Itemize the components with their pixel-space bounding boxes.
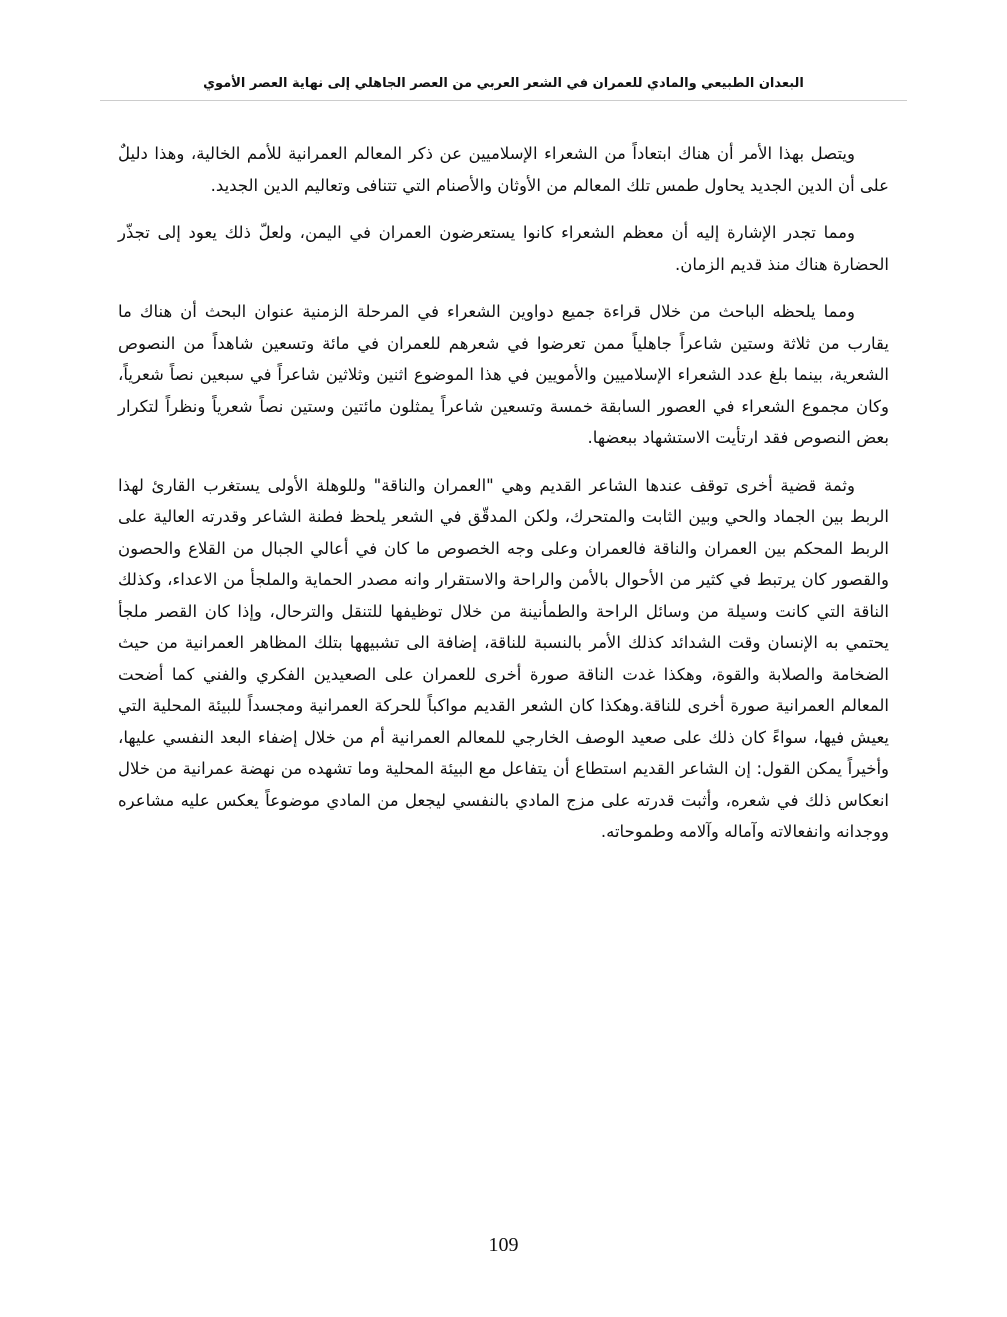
paragraph-1: ويتصل بهذا الأمر أن هناك ابتعاداً من الشعراء الإسلاميين عن ذكر المعالم العمرانية للأمم الخالية، وهذا دليلٌ على أن الدين الجديد يحاول طمس تلك المعالم من الأوثان والأصنام التي تتنافى وتعاليم الدين الجديد. (118, 144, 889, 195)
paragraph-4: وثمة قضية أخرى توقف عندها الشاعر القديم وهي "العمران والناقة" وللوهلة الأولى يستغرب القارئ لهذا الربط بين الجماد والحي وبين الثابت والمتحرك، ولكن المدقّق في الشعر يلحظ فطنة الشاعر وقدرته العالية على الربط المحكم بين العمران والناقة فالعمران وعلى وجه الخصوص ما كان في أعالي الجبال من القلاع والحصون والقصور كان يرتبط في كثير من الأحوال بالأمن والراحة والاستقرار وانه مصدر الحماية والملجأ من الاعداء، وكذلك الناقة التي كانت وسيلة من وسائل الراحة والطمأنينة من خلال توظيفها للتنقل والترحال، وإذا كان القصر ملجأ يحتمي به الإنسان وقت الشدائد كذلك الأمر بالنسبة للناقة، إضافة الى تشبيهها بتلك المظاهر العمرانية من حيث الضخامة والصلابة والقوة، وهكذا غدت الناقة صورة أخرى للعمران على الصعيدين الفكري والفني كما أضحت المعالم العمرانية صورة أخرى للناقة.وهكذا كان الشعر القديم مواكباً للحركة العمرانية ومجسداً للبيئة المحلية التي يعيش فيها، سواءً كان ذلك على صعيد الوصف الخارجي للمعالم العمرانية أم من خلال إضفاء البعد النفسي عليها، وأخيراً يمكن القول: إن الشاعر القديم استطاع أن يتفاعل مع البيئة المحلية وما تشهده من نهضة عمرانية من خلال انعكاس ذلك في شعره، وأثبت قدرته على مزج المادي بالنفسي ليجعل من المادي موضوعاً يعكس عليه مشاعره ووجدانه وانفعالاته وآماله وآلامه وطموحاته. (118, 475, 889, 841)
running-header: البعدان الطبيعي والمادي للعمران في الشعر العربي من العصر الجاهلي إلى نهاية العصر الأموي (203, 76, 804, 91)
page-number: 109 (488, 1234, 519, 1256)
paragraph-2: ومما تجدر الإشارة إليه أن معظم الشعراء كانوا يستعرضون العمران في اليمن، ولعلّ ذلك يعود إلى تجذّر الحضارة هناك منذ قديم الزمان. (118, 223, 889, 274)
paragraph-3: ومما يلحظه الباحث من خلال قراءة جميع دواوين الشعراء في المرحلة الزمنية عنوان البحث أن هناك ما يقارب من ثلاثة وستين شاعراً جاهلياً ممن تعرضوا في شعرهم للعمران في مائة وتسعين شاهداً من النصوص الشعرية، بينما بلغ عدد الشعراء الإسلاميين والأمويين في هذا الموضوع اثنين وثلاثين شاعراً في سبعين نصاً شعرياً، وكان مجموع الشعراء في العصور السابقة خمسة وتسعين شاعراً يمثلون مائتين وستين نصاً شعرياً ونظراً لتكرار بعض النصوص فقد ارتأيت الاستشهاد ببعضها. (118, 302, 889, 447)
header-divider (100, 100, 907, 101)
body-text (118, 138, 889, 864)
